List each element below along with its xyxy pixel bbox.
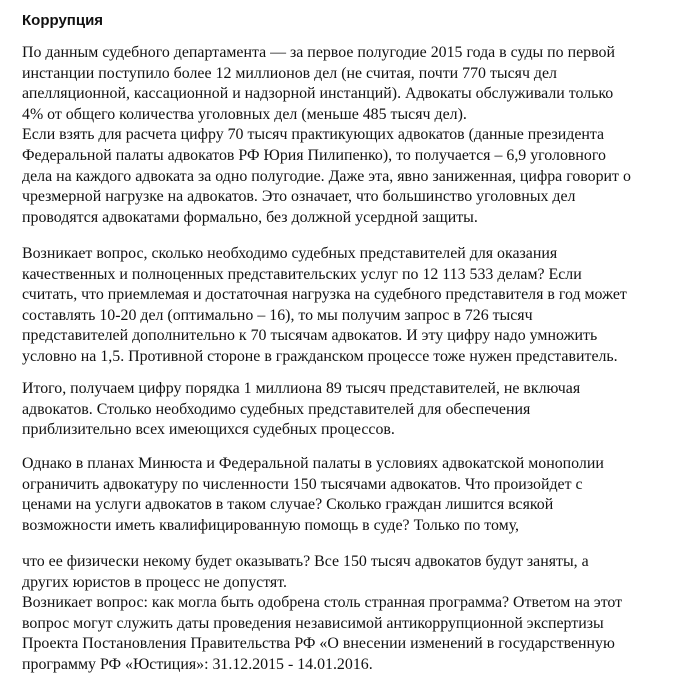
paragraph-ministry-plans	[22, 454, 672, 536]
paragraph-line: других юристов в процесс не допустят.	[22, 573, 287, 591]
paragraph-line: По данным судебного департамента — за первое полугодие 2015 года в суды по первой	[22, 44, 615, 61]
paragraph-line: качественных и полноценных представительских услуг по 12 113 533 делам? Если	[22, 265, 582, 283]
paragraph-line: апелляционной, кассационной и надзорной инстанций). Адвокаты обслуживали только	[22, 85, 614, 103]
paragraph-line: ценами на услуги адвокатов в таком случае? Сколько граждан лишится всякой	[22, 496, 554, 514]
paragraph-line: что ее физически некому будет оказывать? Все 150 тысяч адвокатов будут заняты, а	[22, 553, 589, 570]
paragraph-line: инстанции поступило более 12 миллионов дел (не считая, почти 770 тысяч дел	[22, 64, 557, 82]
paragraph-line: приблизительно всех имеющихся судебных процессов.	[22, 421, 395, 439]
paragraph-line: Однако в планах Минюста и Федеральной палаты в условиях адвокатской монополии	[22, 455, 604, 472]
paragraph-line: Федеральной палаты адвокатов РФ Юрия Пилипенко), то получается – 6,9 уголовного	[22, 146, 606, 164]
paragraph-program-question	[22, 552, 672, 676]
paragraph-line: условно на 1,5. Противной стороне в гражданском процессе тоже нужен представитель.	[22, 347, 618, 365]
paragraph-line: Проекта Постановления Правительства РФ «О внесении изменений в государственную	[22, 635, 615, 653]
paragraph-line: составлять 10-20 дел (оптимально – 16), то мы получим запрос в 726 тысяч	[22, 306, 533, 324]
paragraph-line: считать, что приемлемая и достаточная нагрузка на судебного представителя в год может	[22, 286, 627, 304]
paragraph-line: программу РФ «Юстиция»: 31.12.2015 - 14.01.2016.	[22, 655, 373, 673]
paragraph-line: Возникает вопрос, сколько необходимо судебных представителей для оказания	[22, 245, 558, 262]
paragraph-line: проводятся адвокатами формально, без должной усердной защиты.	[22, 208, 478, 226]
article-heading: Коррупция	[22, 12, 104, 29]
paragraph-line: адвокатов. Столько необходимо судебных представителей для обеспечения	[22, 400, 531, 418]
paragraph-total	[22, 379, 672, 441]
paragraph-line: дела на каждого адвоката за одно полугодие. Даже эта, явно заниженная, цифра говорит о	[22, 167, 631, 185]
paragraph-line: ограничить адвокатуру по численности 150 тысячами адвокатов. Что произойдет с	[22, 475, 583, 493]
paragraph-representatives-question	[22, 244, 672, 368]
paragraph-line: Если взять для расчета цифру 70 тысяч практикующих адвокатов (данные президента	[22, 126, 605, 144]
paragraph-line: Итого, получаем цифру порядка 1 миллиона 89 тысяч представителей, не включая	[22, 380, 581, 397]
paragraph-line: представителей дополнительно к 70 тысячам адвокатов. И эту цифру надо умножить	[22, 327, 598, 345]
paragraph-statistics	[22, 43, 672, 228]
paragraph-line: вопрос могут служить даты проведения независимой антикоррупционной экспертизы	[22, 614, 604, 632]
paragraph-line: возможности иметь квалифицированную помощь в суде? Только по тому,	[22, 516, 520, 534]
paragraph-line: 4% от общего количества уголовных дел (меньше 485 тысяч дел).	[22, 105, 467, 123]
paragraph-line: чрезмерной нагрузке на адвокатов. Это означает, что большинство уголовных дел	[22, 188, 576, 206]
paragraph-line: Возникает вопрос: как могла быть одобрена столь странная программа? Ответом на этот	[22, 594, 623, 612]
